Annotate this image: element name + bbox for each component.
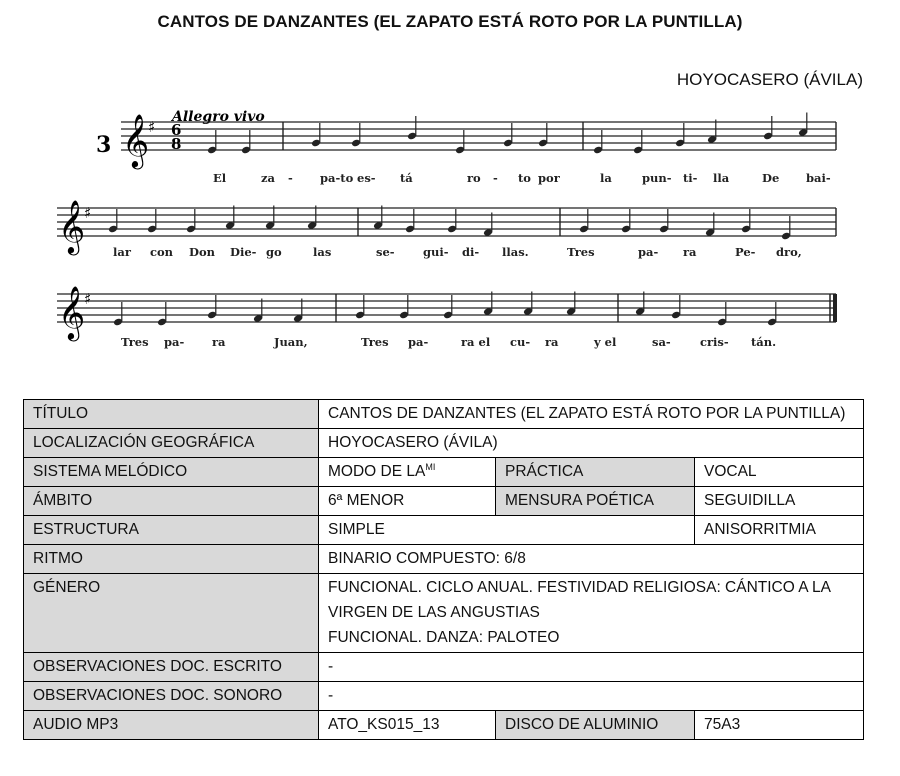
- sistema-cell: [319, 458, 496, 487]
- sistema-sup: MI: [425, 462, 436, 472]
- lyric-syllable: por: [538, 171, 560, 185]
- staff-3: [57, 285, 836, 341]
- lyric-syllable: sa-: [652, 335, 671, 349]
- lyric-syllable: ti-: [683, 171, 698, 185]
- lyric-syllable: con: [150, 245, 174, 259]
- document-title: CANTOS DE DANZANTES (EL ZAPATO ESTÁ ROTO POR LA PUNTILLA): [157, 12, 743, 31]
- row-sistema: [24, 458, 864, 487]
- genero-cell: [319, 574, 864, 653]
- genero-line-1: FUNCIONAL. CICLO ANUAL. FESTIVIDAD RELIGIOSA: CÁNTICO A LA VIRGEN DE LAS ANGUSTIAS: [328, 579, 831, 621]
- obs-escrito-value: -: [319, 653, 864, 682]
- time-signature-top: 6: [171, 121, 182, 139]
- row-audio: [24, 711, 864, 740]
- lyric-syllable: cris-: [700, 335, 729, 349]
- sistema-label: SISTEMA MELÓDICO: [24, 458, 319, 487]
- sharp-key-signature: ♯: [148, 118, 156, 136]
- lyric-syllable: ra: [212, 335, 226, 349]
- lyric-syllable: pa-: [638, 245, 659, 259]
- practica-label: PRÁCTICA: [496, 458, 695, 487]
- lyric-syllable: bai-: [806, 171, 831, 185]
- lyric-syllable: cu-: [510, 335, 531, 349]
- lyric-syllable: El: [213, 171, 227, 185]
- location-header: HOYOCASERO (ÁVILA): [676, 70, 863, 89]
- treble-clef-icon: 𝄞: [58, 285, 86, 339]
- lyric-syllable: ra: [683, 245, 697, 259]
- lyric-syllable: Tres: [361, 335, 389, 349]
- ritmo-label: RITMO: [24, 545, 319, 574]
- lyric-syllable: Don: [189, 245, 216, 259]
- genero-line-2: FUNCIONAL. DANZA: PALOTEO: [328, 629, 560, 646]
- lyric-syllable: go: [266, 245, 282, 259]
- lyric-syllable: pun-: [642, 171, 672, 185]
- score-number: 3: [96, 132, 112, 158]
- lyric-syllable: ra el: [461, 335, 491, 349]
- genero-label: GÉNERO: [24, 574, 319, 653]
- lyric-syllable: -: [288, 171, 293, 185]
- sistema-value: MODO DE LA: [328, 463, 426, 480]
- lyric-syllable: las: [313, 245, 332, 259]
- lyric-syllable: Pe-: [735, 245, 756, 259]
- mensura-label: MENSURA POÉTICA: [496, 487, 695, 516]
- disco-label: DISCO DE ALUMINIO: [496, 711, 695, 740]
- audio-value: ATO_KS015_13: [319, 711, 496, 740]
- localizacion-value: HOYOCASERO (ÁVILA): [319, 429, 864, 458]
- staves: [57, 113, 836, 342]
- lyric-syllable: tán.: [751, 335, 777, 349]
- metadata-table: [23, 399, 864, 740]
- lyric-syllable: lla: [713, 171, 730, 185]
- row-ritmo: [24, 545, 864, 574]
- lyric-syllable: ro: [467, 171, 481, 185]
- titulo-value: CANTOS DE DANZANTES (EL ZAPATO ESTÁ ROTO POR LA PUNTILLA): [319, 400, 864, 429]
- lyric-syllable: di-: [462, 245, 480, 259]
- lyric-syllable: -: [493, 171, 498, 185]
- lyric-syllable: gui-: [423, 245, 449, 259]
- lyric-syllable: la: [600, 171, 612, 185]
- practica-value: VOCAL: [695, 458, 864, 487]
- localizacion-label: LOCALIZACIÓN GEOGRÁFICA: [24, 429, 319, 458]
- lyric-syllable: Tres: [567, 245, 595, 259]
- sharp-key-signature: ♯: [84, 290, 92, 308]
- row-titulo: [24, 400, 864, 429]
- treble-clef-icon: 𝄞: [58, 199, 86, 253]
- estructura-value: SIMPLE: [319, 516, 695, 545]
- lyric-syllable: to: [518, 171, 531, 185]
- obs-sonoro-label: OBSERVACIONES DOC. SONORO: [24, 682, 319, 711]
- lyric-syllable: dro,: [776, 245, 802, 259]
- lyric-syllable: es-: [357, 171, 376, 185]
- lyric-syllable: pa-to: [320, 171, 354, 185]
- lyric-syllable: tá: [400, 171, 413, 185]
- row-genero: [24, 574, 864, 653]
- ambito-value: 6ª MENOR: [319, 487, 496, 516]
- lyric-syllable: za: [261, 171, 275, 185]
- row-estructura: [24, 516, 864, 545]
- lyric-syllable: llas.: [502, 245, 529, 259]
- row-obs-sonoro: [24, 682, 864, 711]
- lyric-syllable: Die-: [230, 245, 257, 259]
- lyric-syllable: y el: [594, 335, 617, 349]
- lyric-syllable: De: [762, 171, 780, 185]
- estructura-extra: ANISORRITMIA: [695, 516, 864, 545]
- tempo-marking: Allegro vivo: [172, 109, 265, 125]
- treble-clef-icon: 𝄞: [122, 113, 150, 167]
- obs-escrito-label: OBSERVACIONES DOC. ESCRITO: [24, 653, 319, 682]
- titulo-label: TÍTULO: [24, 400, 319, 429]
- ritmo-value: BINARIO COMPUESTO: 6/8: [319, 545, 864, 574]
- row-ambito: [24, 487, 864, 516]
- estructura-label: ESTRUCTURA: [24, 516, 319, 545]
- lyric-syllable: Juan,: [274, 335, 308, 349]
- row-localizacion: [24, 429, 864, 458]
- music-score: [0, 100, 900, 362]
- audio-label: AUDIO MP3: [24, 711, 319, 740]
- lyric-syllable: ra: [545, 335, 559, 349]
- ambito-label: ÁMBITO: [24, 487, 319, 516]
- row-obs-escrito: [24, 653, 864, 682]
- lyric-syllable: lar: [113, 245, 131, 259]
- lyric-syllable: pa-: [164, 335, 185, 349]
- lyric-syllable: se-: [376, 245, 395, 259]
- sharp-key-signature: ♯: [84, 204, 92, 222]
- disco-value: 75A3: [695, 711, 864, 740]
- mensura-value: SEGUIDILLA: [695, 487, 864, 516]
- time-signature-bottom: 8: [171, 135, 182, 153]
- lyric-syllable: pa-: [408, 335, 429, 349]
- lyric-syllable: Tres: [121, 335, 149, 349]
- obs-sonoro-value: -: [319, 682, 864, 711]
